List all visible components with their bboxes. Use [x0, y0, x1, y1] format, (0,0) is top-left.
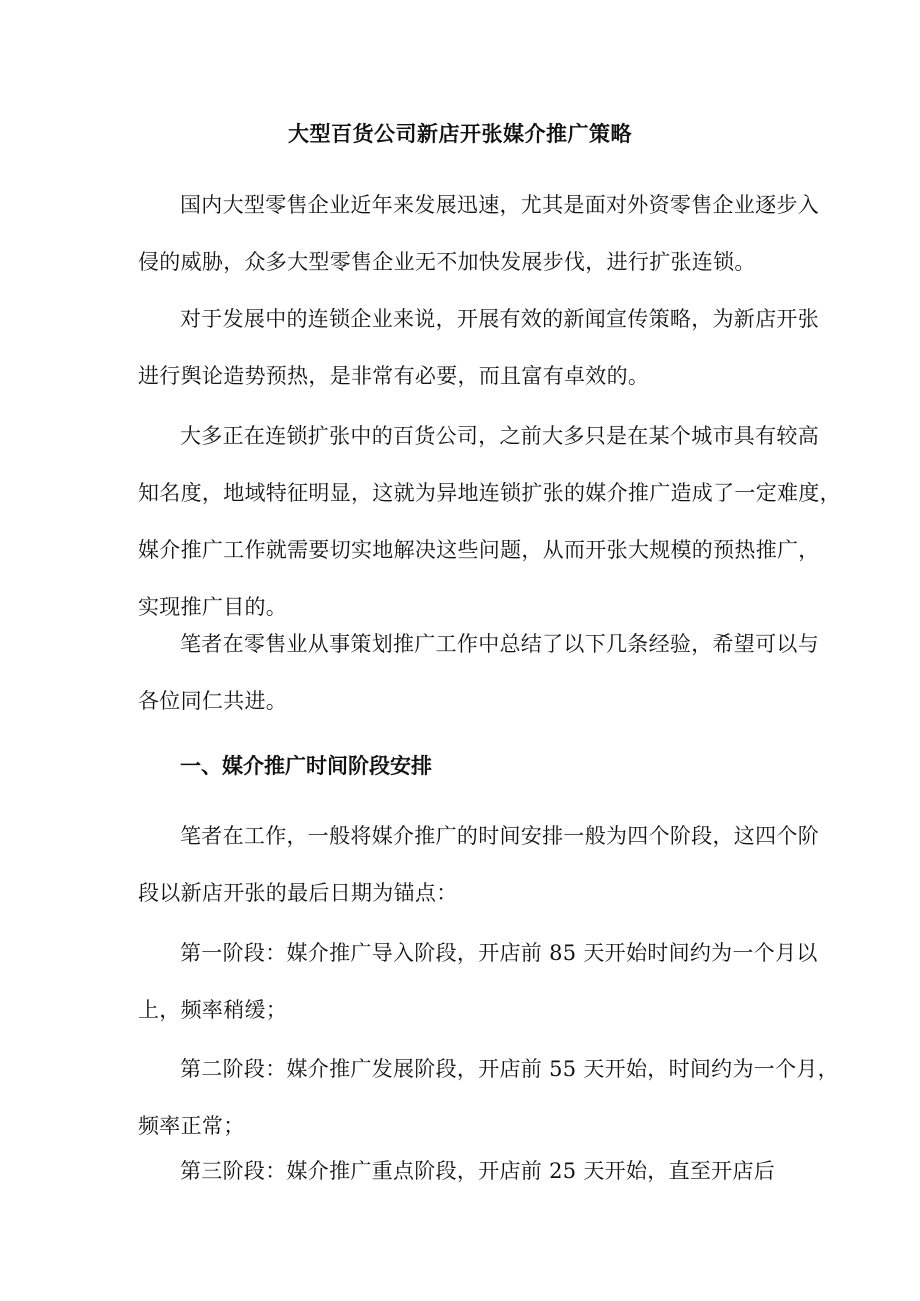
paragraph-stage-three: [138, 1143, 790, 1200]
paragraph-line: 侵的威胁，众多大型零售企业无不加快发展步伐，进行扩张连锁。: [138, 250, 756, 274]
paragraph-line: 第二阶段：媒介推广发展阶段，开店前 55 天开始，时间约为一个月，: [180, 1057, 839, 1081]
paragraph-line: 笔者在工作，一般将媒介推广的时间安排一般为四个阶段，这四个阶: [180, 824, 819, 848]
paragraph-line: 国内大型零售企业近年来发展迅速，尤其是面对外资零售企业逐步入: [180, 193, 819, 217]
paragraph-line: 上，频率稍缓；: [138, 998, 288, 1022]
paragraph-strategy: [138, 291, 819, 405]
paragraph-line: 知名度，地域特征明显，这就为异地连锁扩张的媒介推广造成了一定难度，: [138, 481, 841, 505]
paragraph-line: 频率正常；: [138, 1114, 245, 1138]
paragraph-line: 笔者在零售业从事策划推广工作中总结了以下几条经验，希望可以与: [180, 632, 819, 656]
paragraph-line: 大多正在连锁扩张中的百货公司，之前大多只是在某个城市具有较高: [180, 424, 819, 448]
paragraph-stage-one: [138, 925, 818, 1039]
paragraph-stage-two: [138, 1041, 839, 1155]
paragraph-line: 第三阶段：媒介推广重点阶段，开店前 25 天开始，直至开店后: [180, 1159, 776, 1183]
paragraph-line: 进行舆论造势预热，是非常有必要，而且富有卓效的。: [138, 364, 650, 388]
paragraph-experience: [138, 616, 819, 730]
paragraph-line: 媒介推广工作就需要切实地解决这些问题，从而开张大规模的预热推广，: [138, 538, 820, 562]
paragraph-line: 第一阶段：媒介推广导入阶段，开店前 85 天开始时间约为一个月以: [180, 941, 818, 965]
document-title: 大型百货公司新店开张媒介推广策略: [288, 121, 632, 146]
paragraph-line: 对于发展中的连锁企业来说，开展有效的新闻宣传策略，为新店开张: [180, 307, 819, 331]
paragraph-expansion: [138, 408, 841, 636]
paragraph-line: 实现推广目的。: [138, 595, 288, 619]
paragraph-line: 各位同仁共进。: [138, 689, 288, 713]
paragraph-stages-overview: [138, 808, 819, 922]
paragraph-line: 段以新店开张的最后日期为锚点：: [138, 881, 458, 905]
section-heading: 一、媒介推广时间阶段安排: [180, 753, 432, 778]
paragraph-intro: [138, 177, 819, 291]
